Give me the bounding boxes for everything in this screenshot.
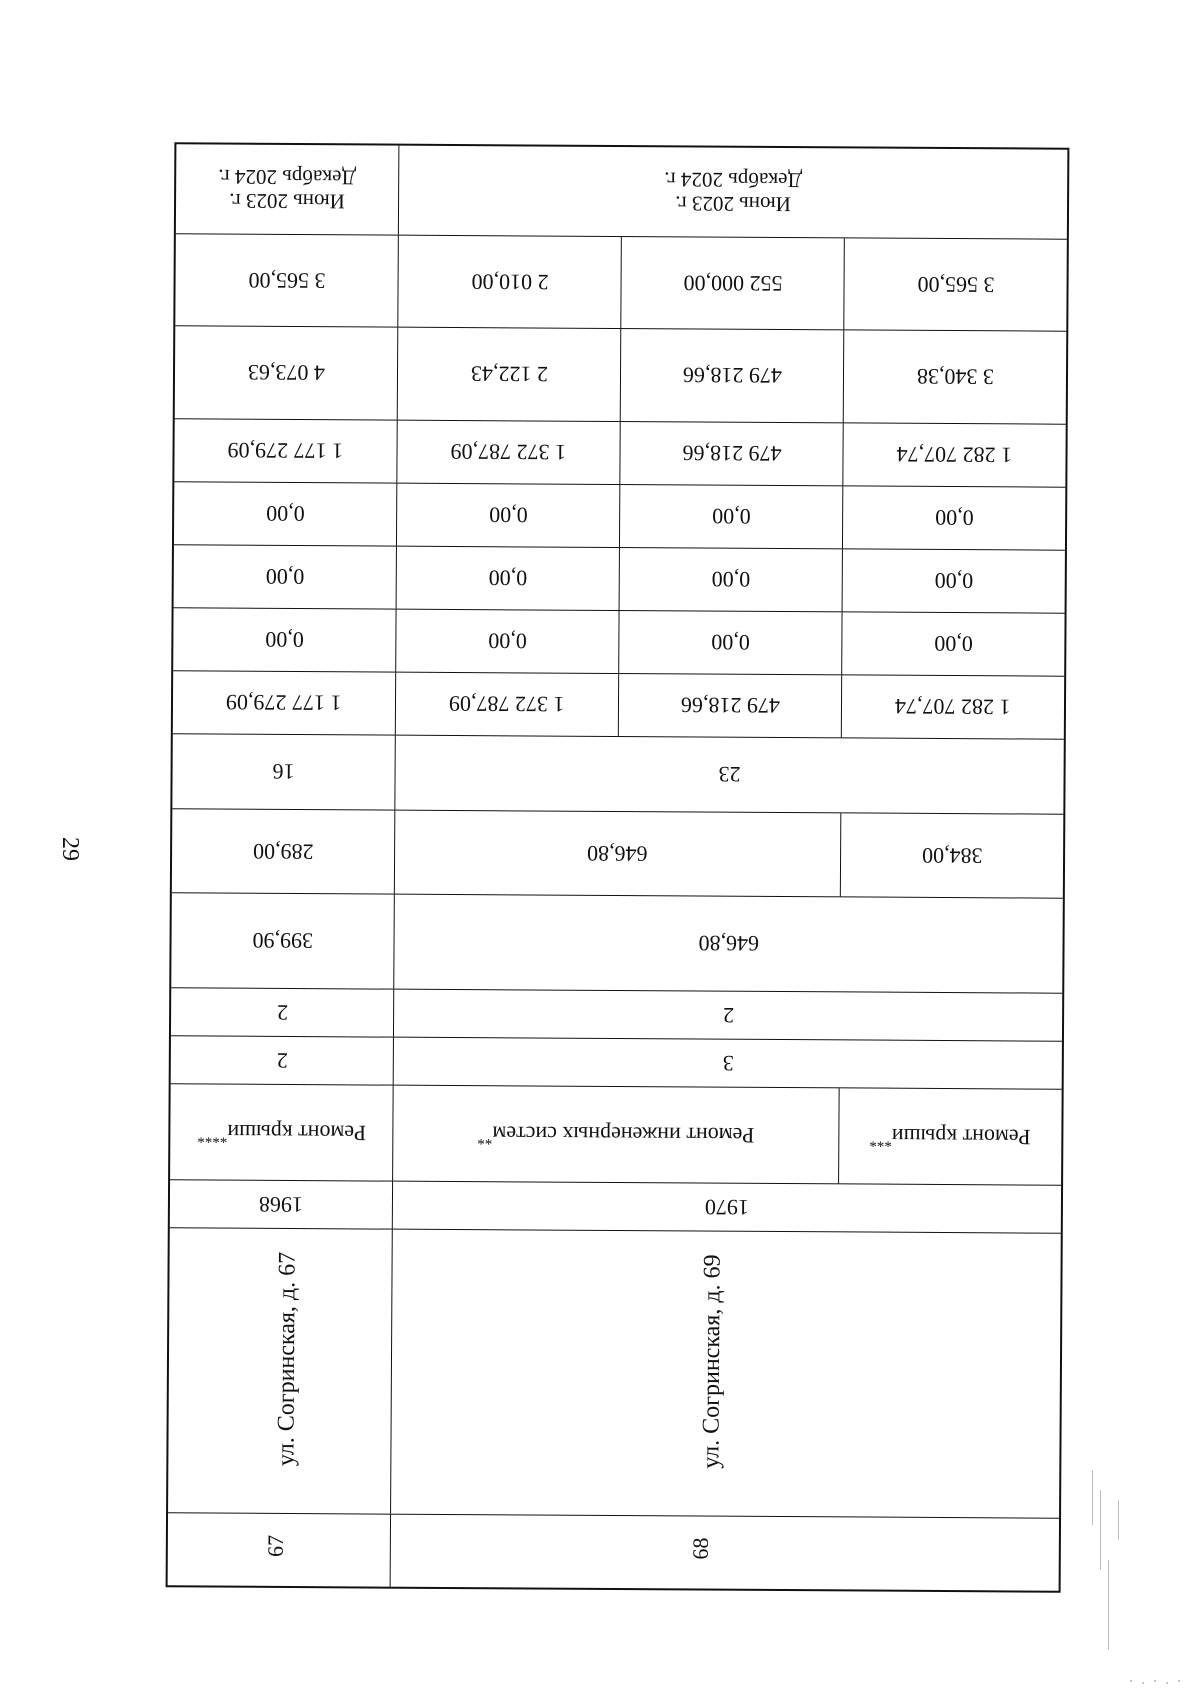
table-row-work-type [170,1084,1062,1185]
table-cell: 2 [393,990,1062,1041]
table-row-period [176,144,1068,239]
scan-dot [1142,1682,1144,1684]
work-type-cell [392,1086,839,1184]
address-b67: ул. Согринская, д. 67 [273,1251,301,1467]
table-row [172,809,1063,898]
table-cell: 646,80 [393,895,1063,993]
number-cell-b68 [390,1515,1059,1591]
table-row [171,893,1063,993]
footnote-mark: ** [477,1130,493,1147]
table-cell: 3 565,00 [843,238,1067,330]
period-start: Июнь 2023 г. [675,191,791,217]
table-cell: 2 122,43 [397,328,621,421]
year-cell-b67: 1968 [258,1191,304,1218]
table-cell: 16 [272,759,295,785]
work-type-label: Ремонт инженерных систем [492,1121,755,1148]
footnote-mark: **** [196,1128,228,1145]
work-type-cell [838,1088,1062,1184]
table-cell: 0,00 [265,627,304,653]
building-number-b67: 67 [262,1534,288,1557]
table-row [175,234,1067,331]
table-cell: 0,00 [842,486,1065,549]
table-cell: 3 340,38 [843,330,1067,423]
address-cell-b68 [390,1230,1061,1518]
period-cell-b68 [398,146,1068,239]
scan-mark [1100,1490,1101,1570]
table-row [171,988,1062,1041]
table-row [172,734,1063,814]
scan-dot [1166,1682,1168,1684]
table-cell: 0,00 [619,485,842,548]
table-cell: 552 000,00 [620,237,844,329]
table-cell: 479 218,66 [619,422,842,485]
scan-dot [1130,1680,1132,1682]
table-cell: 289,00 [252,838,314,865]
table-cell: 3 565,00 [248,267,326,294]
table-cell: 384,00 [840,813,1064,897]
table-cell: 0,00 [396,547,619,610]
scan-dot [1178,1680,1180,1682]
period-end: Декабрь 2024 г. [218,165,357,190]
table-cell: 0,00 [619,548,842,611]
table-row-number [168,1513,1059,1590]
address-b68: ул. Согринская, д. 69 [698,1254,726,1469]
table-row-address [168,1228,1061,1518]
number-cell-b67 [168,1513,390,1586]
period-cell-b67 [176,144,399,234]
scan-mark [1092,1470,1093,1525]
period-end: Декабрь 2024 г. [664,167,803,193]
table-cell: 1 282 707,74 [841,675,1064,738]
table-cell: 4 073,63 [247,360,325,386]
capital-repair-table [166,142,1070,1592]
table-cell: 0,00 [265,564,305,590]
table-cell: 0,00 [395,610,618,673]
table-cell: 1 372 787,09 [396,421,619,484]
table-cell: 1 372 787,09 [395,673,618,736]
building-number-b68: 68 [687,1537,713,1560]
table-cell: 0,00 [842,549,1065,612]
table-cell: 0,00 [841,612,1064,675]
page-number: 29 [57,837,83,861]
work-type-cell [170,1084,393,1180]
table-cell: 399,90 [252,928,313,954]
address-cell-b67 [168,1228,392,1513]
table-cell: 479 218,66 [618,674,841,737]
table-row [171,1036,1062,1089]
table-row-year [170,1180,1061,1233]
work-type-label: Ремонт крыши [226,1119,366,1146]
table-cell: 479 218,66 [620,329,844,422]
scan-mark [1108,1560,1109,1650]
table-cell: 3 [393,1038,1062,1089]
scan-dot [1154,1680,1156,1682]
table-row [174,545,1065,613]
work-type-label: Ремонт крыши [892,1123,1032,1150]
table-cell: 23 [394,736,1063,814]
table-cell: 2 [276,1000,288,1026]
table-cell: 0,00 [396,484,619,547]
table-cell: 0,00 [265,501,305,527]
table-row [173,608,1064,676]
table-cell: 2 010,00 [397,236,621,328]
table-cell: 1 282 707,74 [842,423,1065,486]
table-cell: 2 [276,1048,288,1074]
table-row [174,419,1065,487]
scan-mark [1118,1500,1119,1540]
table-cell: 1 177 279,09 [227,438,344,464]
period-start: Июнь 2023 г. [229,189,345,214]
footnote-mark: *** [869,1132,893,1149]
table-row [174,482,1065,550]
year-cell-b68: 1970 [392,1182,1061,1233]
table-cell: 646,80 [394,811,840,897]
table-cell: 0,00 [618,611,841,674]
table-row [175,326,1067,424]
table-cell: 1 177 279,09 [226,690,342,716]
table-row [173,671,1064,739]
